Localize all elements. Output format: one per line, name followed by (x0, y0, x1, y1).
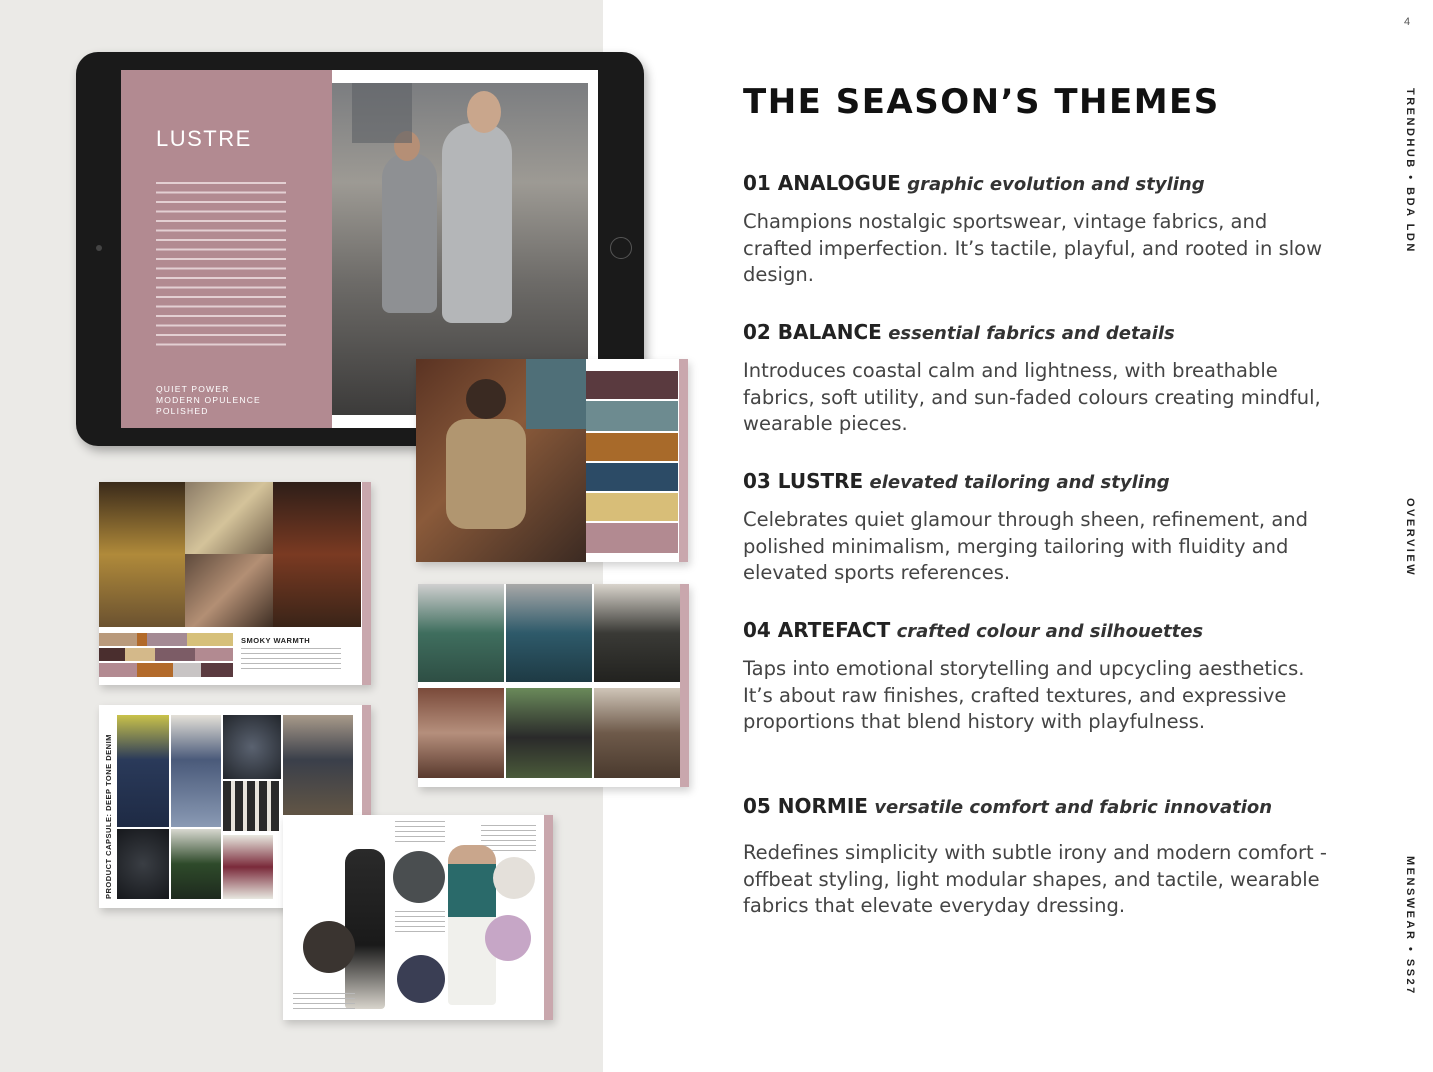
capsule-photo (223, 835, 273, 899)
theme-heading (743, 469, 1333, 493)
palette-swatch (586, 433, 678, 461)
looks-grid-card (418, 584, 689, 787)
theme-description: Introduces coastal calm and lightness, with breathable fabrics, soft utility, and sun-faded colours creating mindful, wearable pieces. (743, 359, 1321, 435)
theme-number: 04 ARTEFACT (743, 618, 891, 642)
theme-block (743, 794, 1333, 920)
capsule-photo (223, 715, 281, 779)
page-number: 4 (1404, 16, 1411, 28)
smoky-swatch (99, 663, 137, 677)
smoky-warmth-card (99, 482, 371, 685)
smoky-swatch (155, 648, 195, 661)
theme-heading (743, 171, 1333, 195)
theme-number: 03 LUSTRE (743, 469, 864, 493)
side-label-section: OVERVIEW (1404, 498, 1416, 578)
lustre-tag: POLISHED (156, 406, 209, 416)
tablet-home-button (610, 237, 632, 259)
capsule-label: PRODUCT CAPSULE: DEEP TONE DENIM (104, 734, 113, 899)
smoky-swatch (137, 633, 147, 646)
theme-description: Taps into emotional storytelling and upcycling aesthetics. It’s about raw finishes, crafted textures, and expressive proportions that blend history with playfulness. (743, 657, 1305, 733)
palette-swatch (586, 493, 678, 521)
card-edge-strip (679, 359, 688, 562)
capsule-photo (117, 715, 169, 827)
theme-description: Celebrates quiet glamour through sheen, refinement, and polished minimalism, merging tailoring with fluidity and elevated sports references. (743, 508, 1309, 584)
theme-description: Champions nostalgic sportswear, vintage fabrics, and crafted imperfection. It’s tactile, playful, and rooted in slow design. (743, 210, 1323, 286)
capsule-photo (117, 829, 169, 899)
theme-number: 01 ANALOGUE (743, 171, 901, 195)
details-notes (293, 993, 355, 1011)
smoky-warmth-heading: SMOKY WARMTH (241, 636, 311, 645)
smoky-photo-3 (185, 554, 273, 627)
theme-block (743, 469, 1333, 587)
smoky-swatch (125, 648, 155, 661)
smoky-swatch (99, 648, 125, 661)
smoky-swatch (137, 663, 173, 677)
lustre-tag: MODERN OPULENCE (156, 395, 261, 405)
detail-circle (397, 955, 445, 1003)
theme-subtitle: elevated tailoring and styling (869, 472, 1170, 493)
theme-number: 02 BALANCE (743, 320, 882, 344)
palette-card (416, 359, 688, 562)
smoky-bullets (241, 648, 341, 670)
theme-heading (743, 794, 1333, 818)
capsule-photo (171, 715, 221, 827)
page-title: THE SEASON’S THEMES (743, 82, 1220, 122)
side-label-season: MENSWEAR • SS27 (1404, 856, 1416, 996)
lustre-tags (156, 384, 261, 417)
palette-swatch (586, 463, 678, 491)
theme-block (743, 320, 1333, 438)
smoky-swatch (201, 663, 233, 677)
details-model (345, 849, 385, 1009)
smoky-swatch (187, 633, 233, 646)
theme-subtitle: crafted colour and silhouettes (896, 621, 1204, 642)
grid-photo (506, 584, 592, 682)
lustre-tag: QUIET POWER (156, 384, 230, 394)
product-details-card (283, 815, 553, 1020)
palette-swatch (586, 523, 678, 553)
smoky-swatch (195, 648, 233, 661)
theme-block (743, 171, 1333, 289)
card-edge-strip (362, 482, 371, 685)
theme-description: Redefines simplicity with subtle irony and modern comfort - offbeat styling, light modular shapes, and tactile, wearable fabrics that elevate everyday dressing. (743, 841, 1327, 917)
detail-circle (393, 851, 445, 903)
capsule-photo (171, 829, 221, 899)
details-notes (395, 911, 445, 933)
details-notes (395, 821, 445, 843)
palette-card-photo (416, 359, 586, 562)
card-edge-strip (544, 815, 553, 1020)
side-label-brand: TRENDHUB • BDA LDN (1404, 88, 1416, 254)
grid-photo (418, 584, 504, 682)
card-edge-strip (680, 584, 689, 787)
theme-number: 05 NORMIE (743, 794, 868, 818)
palette-swatch (586, 401, 678, 431)
lustre-paragraph (156, 182, 286, 352)
lustre-panel (121, 70, 332, 428)
detail-circle (303, 921, 355, 973)
grid-photo (594, 584, 680, 682)
theme-block (743, 618, 1333, 736)
smoky-photo-2 (185, 482, 273, 554)
detail-circle (493, 857, 535, 899)
theme-subtitle: graphic evolution and styling (907, 174, 1205, 195)
grid-photo (418, 688, 504, 778)
theme-heading (743, 618, 1333, 642)
smoky-swatch (99, 633, 137, 646)
smoky-photo-1 (99, 482, 185, 627)
detail-circle (485, 915, 531, 961)
smoky-swatch (173, 663, 201, 677)
grid-photo (594, 688, 680, 778)
lustre-heading: LUSTRE (156, 126, 252, 151)
theme-heading (743, 320, 1333, 344)
tablet-camera (96, 245, 102, 251)
smoky-photo-4 (273, 482, 361, 627)
smoky-swatch (147, 633, 187, 646)
theme-subtitle: essential fabrics and details (888, 323, 1175, 344)
theme-subtitle: versatile comfort and fabric innovation (874, 797, 1273, 818)
capsule-photo (223, 781, 279, 831)
capsule-photo (283, 715, 353, 827)
palette-swatch (586, 371, 678, 399)
left-collage-panel (0, 0, 603, 1072)
grid-photo (506, 688, 592, 778)
